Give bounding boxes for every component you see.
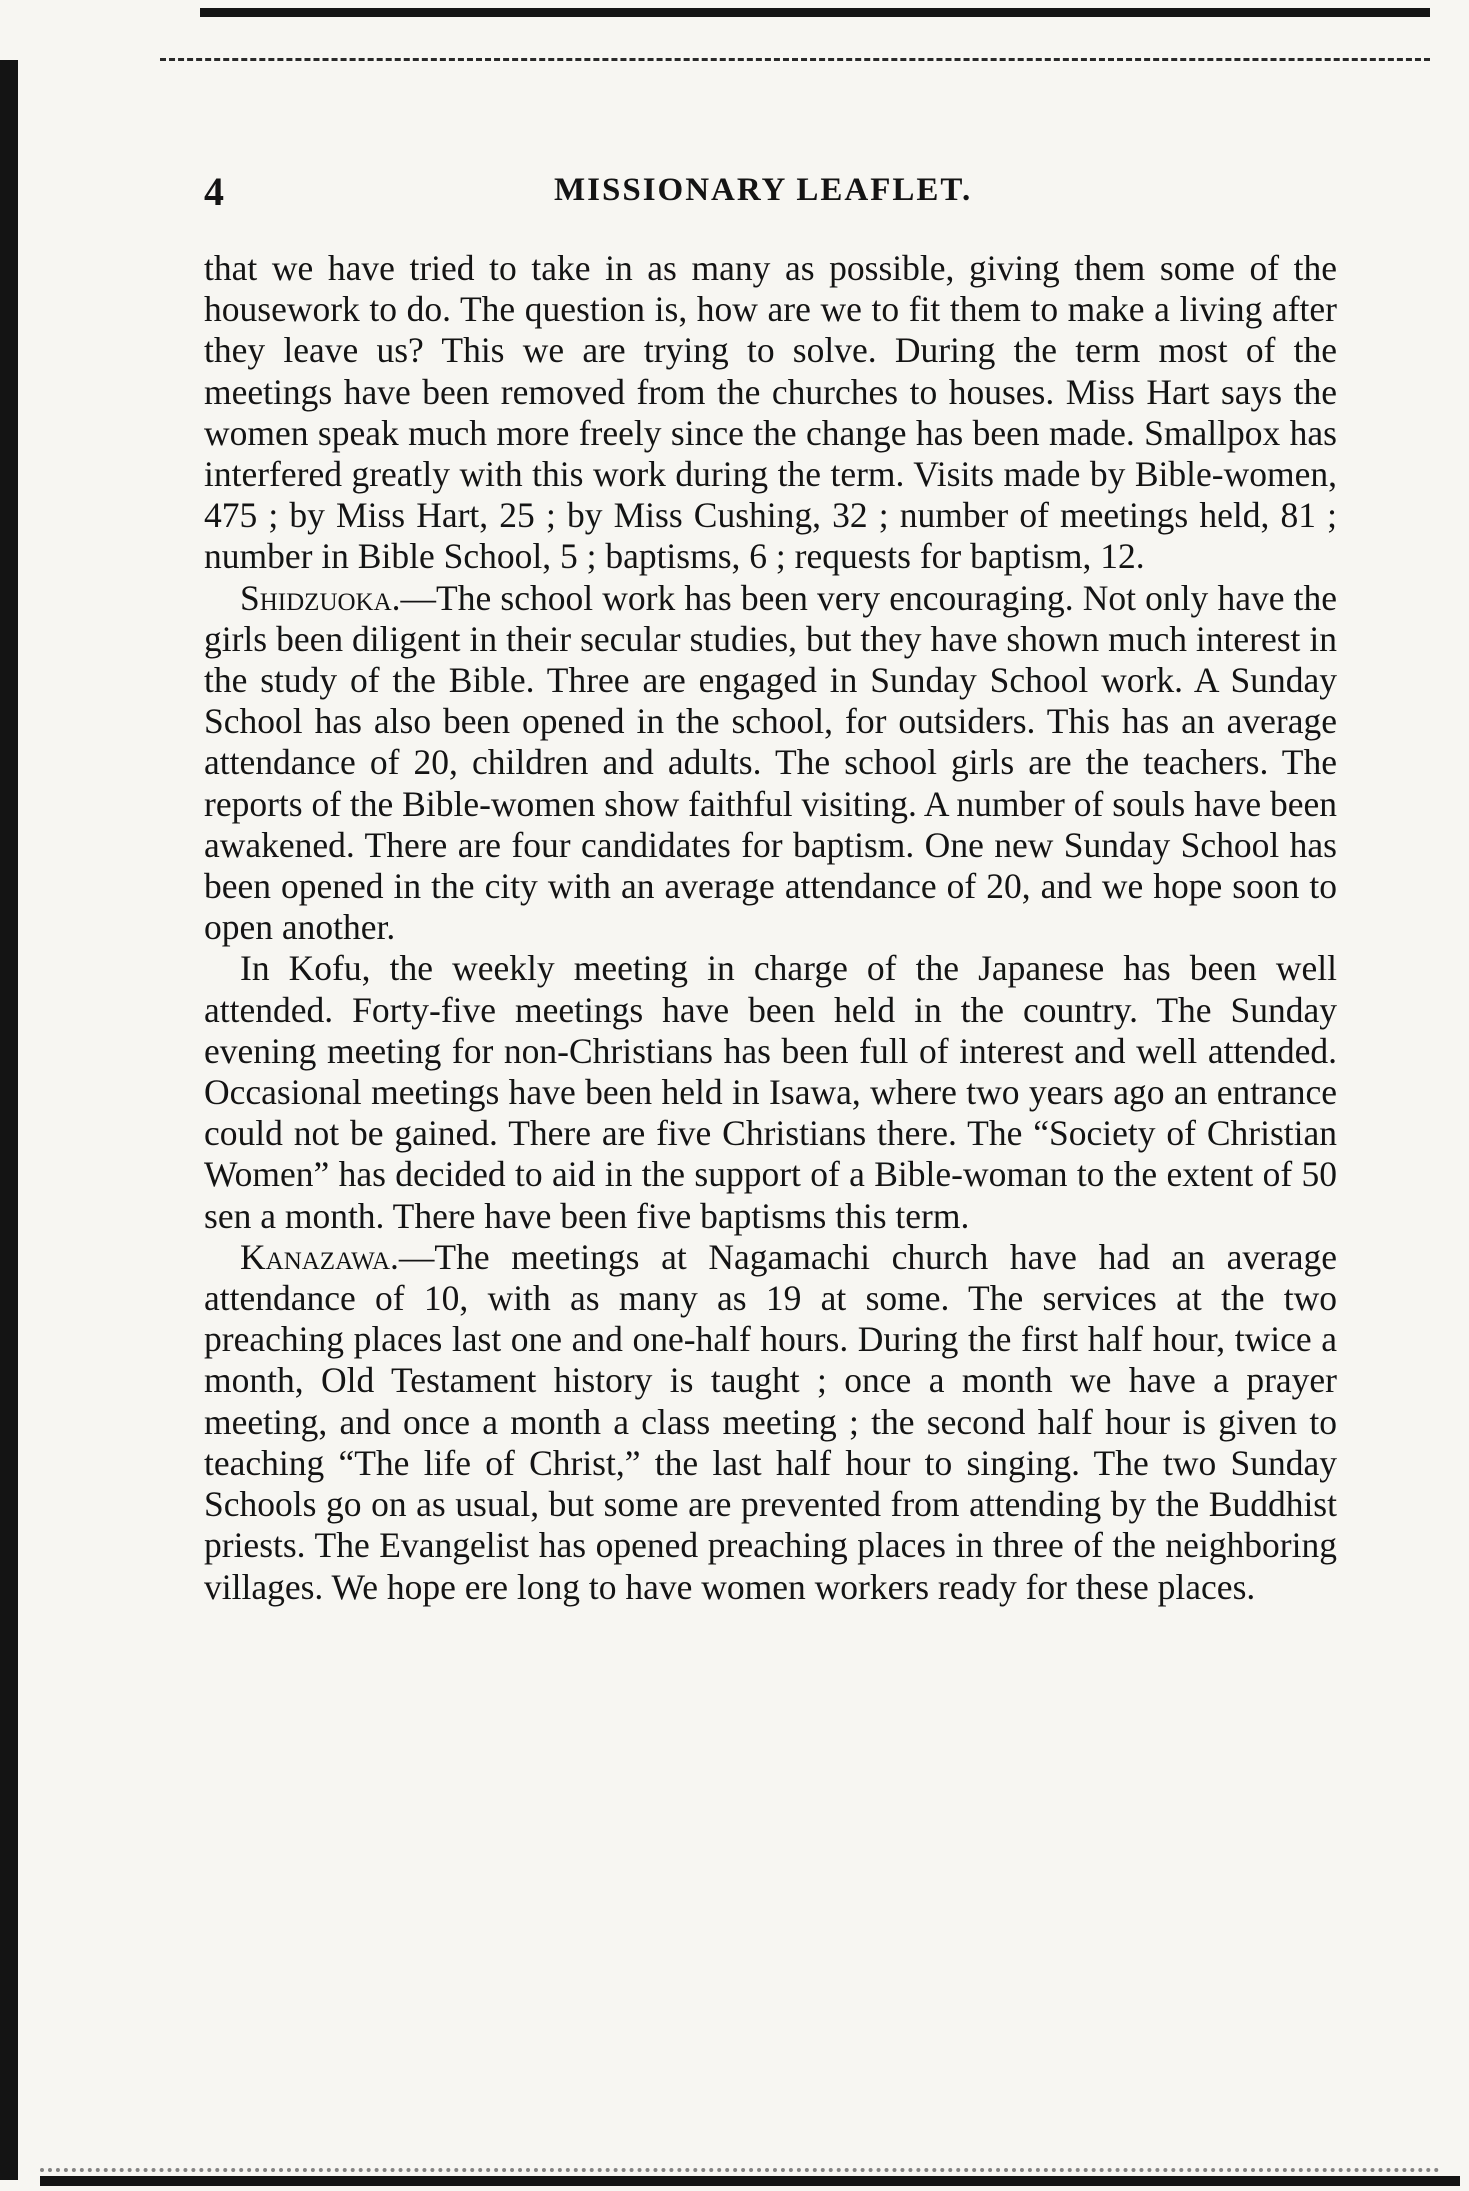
left-page-edge: [0, 60, 18, 2180]
paragraph-kanazawa: [204, 1237, 1337, 1608]
page-header: [204, 168, 1334, 228]
section-lead-kanazawa: Kanazawa.: [240, 1236, 399, 1277]
page-number: 4: [204, 169, 224, 214]
paragraph-shidzuoka-text: —The school work has been very encouraging. Not only have the girls been diligent in their secular studies, but they have shown much interest in the study of the Bible. Three are engaged in Sunday School work. A Sunday School has also been opened in the school, for outsiders. This has an average attendance of 20, children and adults. The school girls are the teachers. The reports of the Bible-women show faithful visiting. A number of souls have been awakened. There are four candidates for baptism. One new Sunday School has been opened in the city with an average attendance of 20, and we hope soon to open another.: [204, 577, 1337, 948]
paragraph-kofu: [204, 948, 1337, 1236]
top-dashed-rule: [160, 58, 1430, 61]
paragraph-shidzuoka: [204, 578, 1337, 949]
bottom-border-rule: [40, 2176, 1460, 2186]
section-lead-shidzuoka: Shidzuoka.: [240, 577, 401, 618]
bottom-scan-noise: [40, 2140, 1440, 2172]
paragraph-kanazawa-text: —The meetings at Nagamachi church have had an average attendance of 10, with as many as 19 at some. The services at the two preaching places last one and one-half hours. During the first half hour, twice a month, Old Testament history is taught ; once a month we have a prayer meeting, and once a month a class meeting ; the second half hour is given to teaching “The life of Christ,” the last half hour to singing. The two Sunday Schools go on as usual, but some are prevented from attending by the Buddhist priests. The Evangelist has opened preaching places in three of the neighboring villages. We hope ere long to have women workers ready for these places.: [204, 1236, 1337, 1607]
paragraph-1: [204, 248, 1337, 578]
paragraph-kofu-text: In Kofu, the weekly meeting in charge of the Japanese has been well attended. Forty-five meetings have been held in the country. The Sunday evening meeting for non-Christians has been full of interest and well attended. Occasional meetings have been held in Isawa, where two years ago an entrance could not be gained. There are five Christians there. The “Society of Christian Women” has decided to aid in the support of a Bible-woman to the extent of 50 sen a month. There have been five baptisms this term.: [204, 948, 1337, 1236]
article-body: [204, 248, 1337, 1608]
top-border-rule: [200, 8, 1430, 17]
running-title: MISSIONARY LEAFLET.: [554, 172, 973, 208]
paragraph-1-text: that we have tried to take in as many as possible, giving them some of the housework to do. The question is, how are we to fit them to make a living after they leave us? This we are trying to solve. During the term most of the meetings have been removed from the churches to houses. Miss Hart says the women speak much more freely since the change has been made. Smallpox has interfered greatly with this work during the term. Visits made by Bible-women, 475 ; by Miss Hart, 25 ; by Miss Cushing, 32 ; number of meetings held, 81 ; number in Bible School, 5 ; baptisms, 6 ; requests for baptism, 12.: [204, 248, 1337, 577]
